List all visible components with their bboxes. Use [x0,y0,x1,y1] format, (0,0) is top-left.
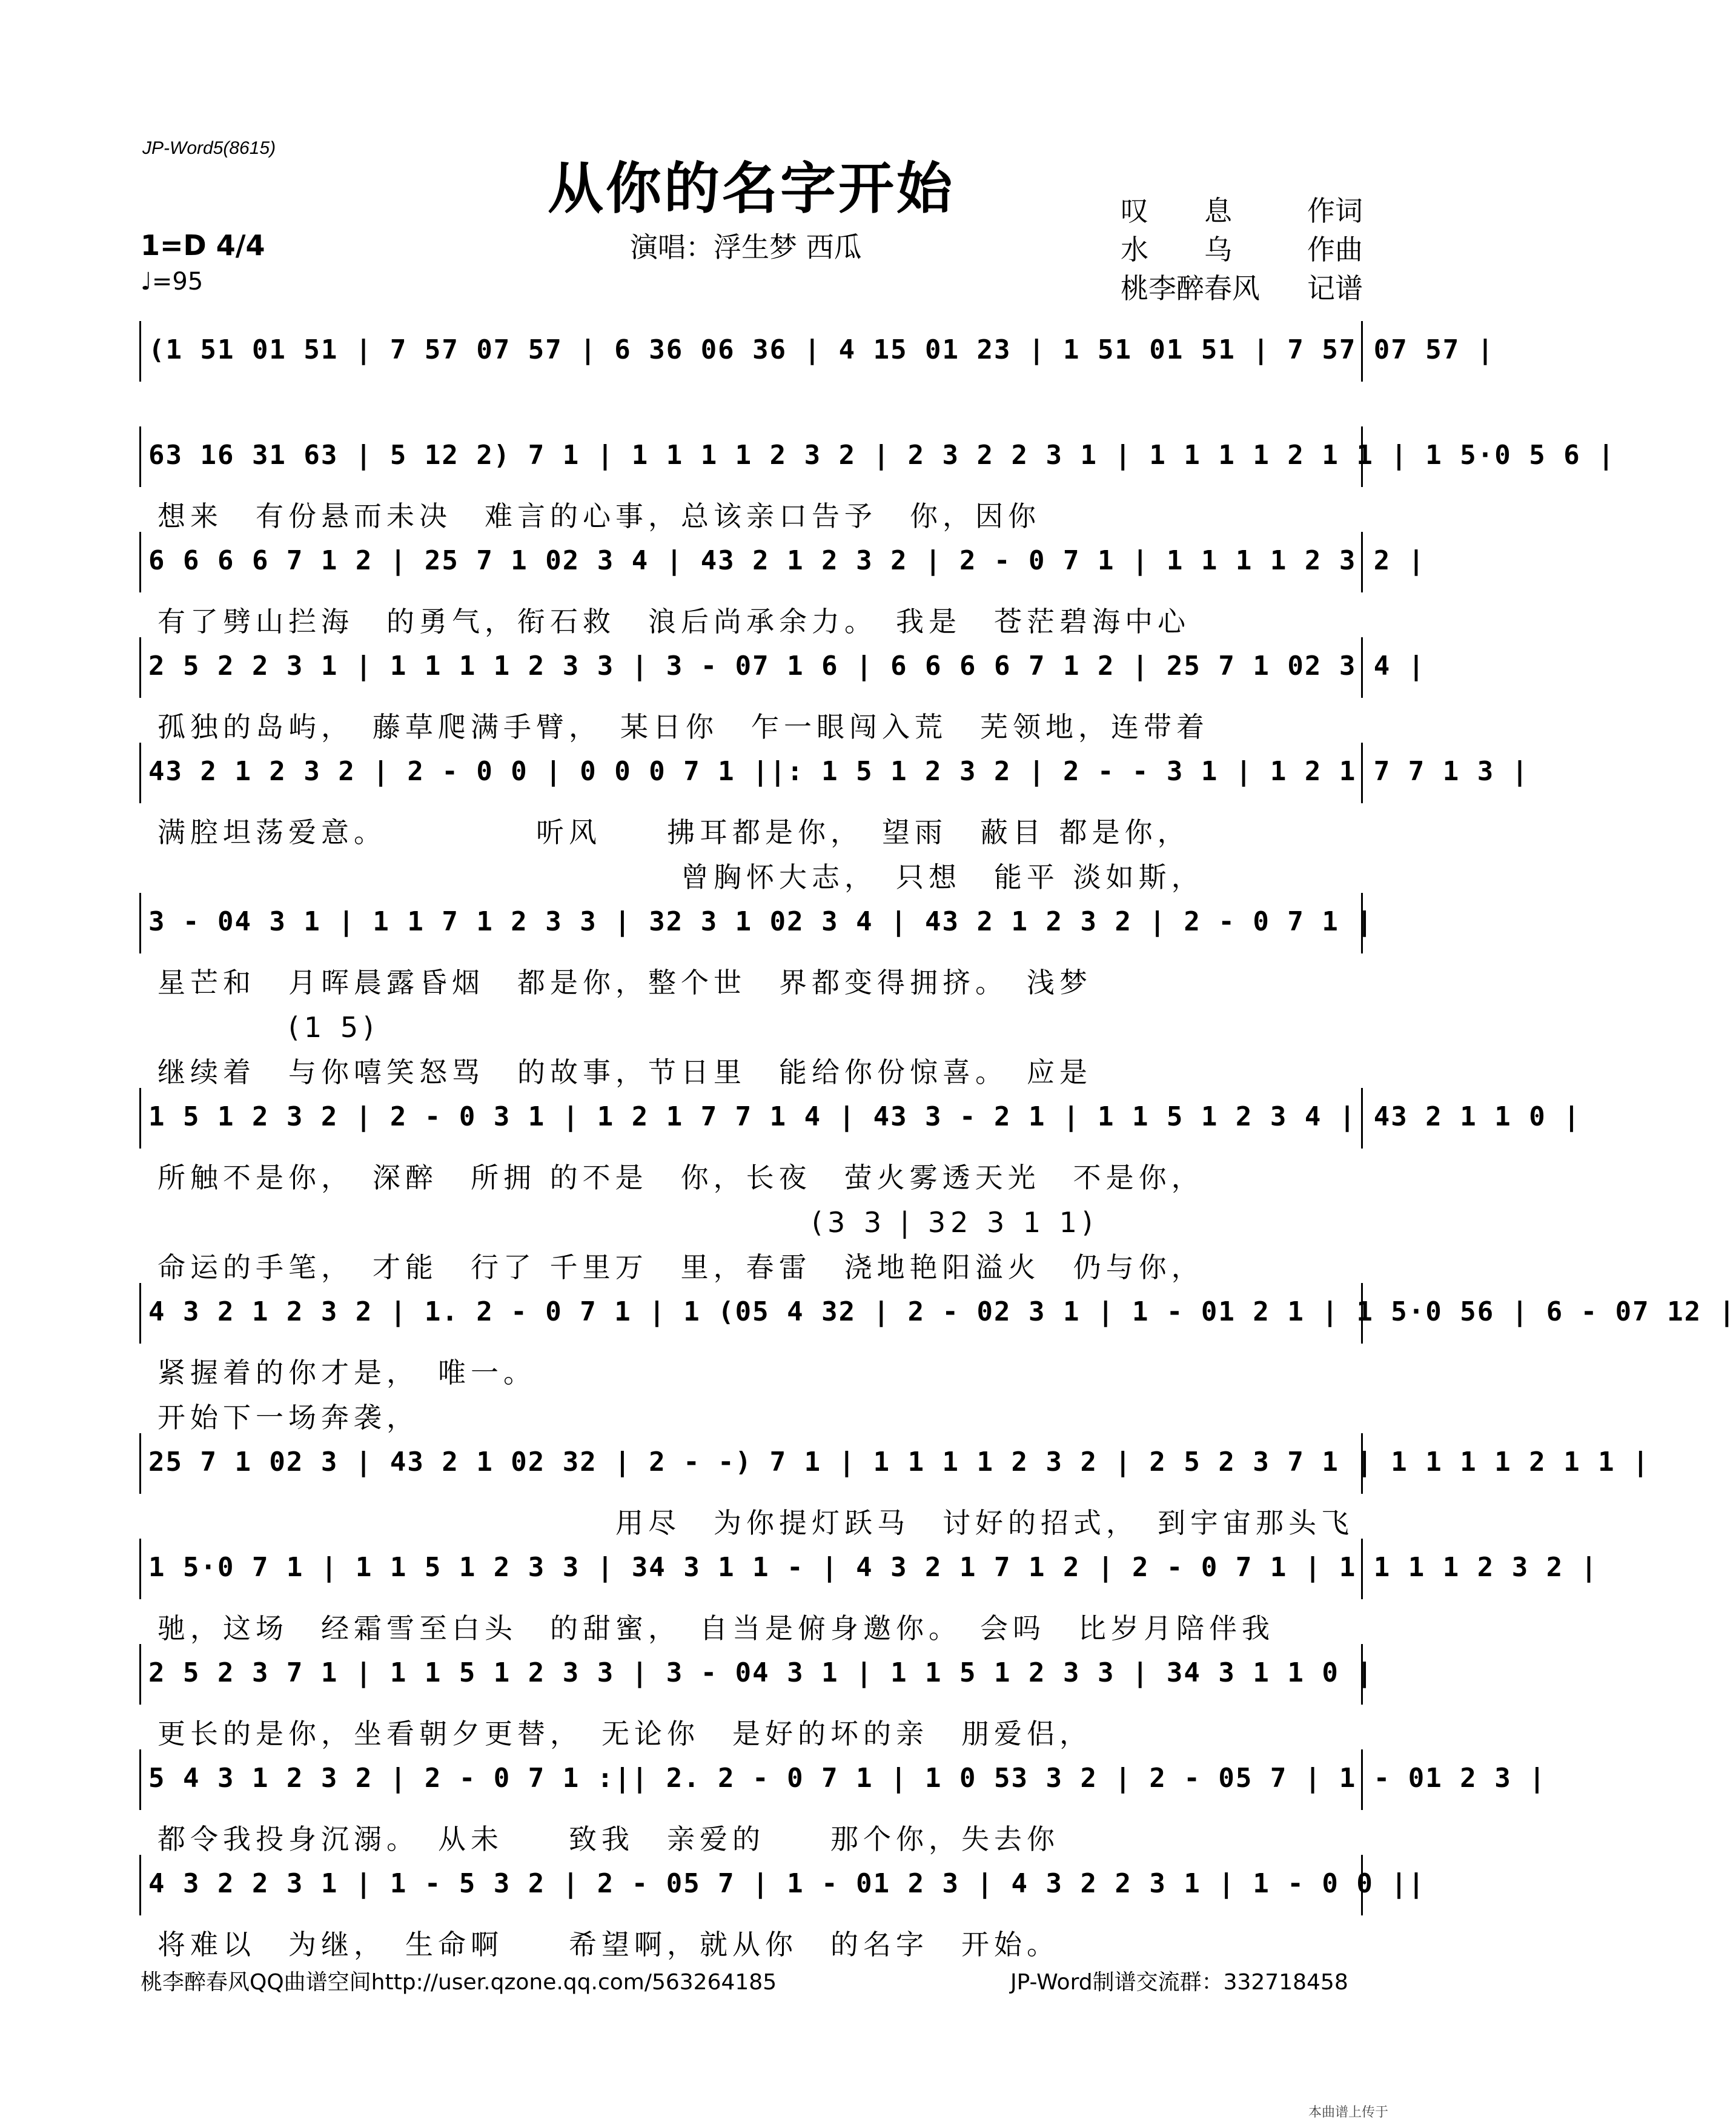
lyric-text: (3 3 | 32 3 1 1) [157,1206,1098,1239]
notation-line: 4 3 2 1 2 3 2 | 1. 2 - 0 7 1 | 1 (05 4 32 | 2 - 02 3 1 | 1 - 01 2 1 | 1 5·0 56 | 6 - 07 12 | [148,1296,1736,1327]
credit-name: 叹 息 [1121,194,1232,227]
staff-system [139,426,1615,487]
footer-left: 桃李醉春风QQ曲谱空间http://user.qzone.qq.com/563264185 [141,1970,777,1995]
lyric-text: 所触不是你， 深醉 所拥 的不是 你，长夜 萤火雾透天光 不是你， [157,1161,1204,1194]
notation-line: 2 5 2 3 7 1 | 1 1 5 1 2 3 3 | 3 - 04 3 1 | 1 1 5 1 2 3 3 | 34 3 1 1 0 | [148,1657,1374,1688]
lyric-text: 想来 有份悬而未决 难言的心事，总该亲口告予 你，因你 [157,500,1041,532]
lyric-line [139,382,1363,426]
staff-system [139,1644,1374,1705]
notation-line: 5 4 3 1 2 3 2 | 2 - 0 7 1 :|| 2. 2 - 0 7 1 | 1 0 53 3 2 | 2 - 05 7 | 1 - 01 2 3 | [148,1763,1546,1794]
key-signature: 1=D 4/4 [141,229,265,262]
page-title: 从你的名字开始 [547,156,955,221]
lyric-text: 命运的手笔， 才能 行了 千里万 里，春雷 浇地艳阳溢火 仍与你， [157,1251,1204,1284]
lyric-text: 孤独的岛屿， 藤草爬满手臂， 某日你 乍一眼闯入荒 芜领地，连带着 [157,711,1209,743]
lyric-text: 有了劈山拦海 的勇气，衔石救 浪后尚承余力。 我是 苍茫碧海中心 [157,605,1190,638]
notation-line: 43 2 1 2 3 2 | 2 - 0 0 | 0 0 0 7 1 ||: 1 5 1 2 3 2 | 2 - - 3 1 | 1 2 1 7 7 1 3 | [148,756,1529,787]
notation-line: 63 16 31 63 | 5 12 2) 7 1 | 1 1 1 1 2 3 2 | 2 3 2 2 3 1 | 1 1 1 1 2 1 1 | 1 5·0 5 6 | [148,440,1615,471]
staff-system [139,321,1495,382]
lyric-line [139,1915,1363,1960]
software-tag: JP-Word5(8615) [142,138,276,158]
notation-line: 1 5·0 7 1 | 1 1 5 1 2 3 3 | 34 3 1 1 - | 4 3 2 1 7 1 2 | 2 - 0 7 1 | 1 1 1 1 2 3 2 | [148,1552,1599,1583]
lyric-text: 星芒和 月晖晨露昏烟 都是你，整个世 界都变得拥挤。 浅梦 [157,966,1092,999]
lyric-text: 将难以 为继， 生命啊 希望啊，就从你 的名字 开始。 [157,1928,1059,1961]
staff-system [139,637,1426,698]
lyric-line [139,1705,1363,1749]
staff-system [139,532,1426,592]
staff-system [139,1749,1546,1810]
lyric-line [139,1193,1363,1238]
notation-line: (1 51 01 51 | 7 57 07 57 | 6 36 06 36 | 4 15 01 23 | 1 51 01 51 | 7 57 07 57 | [148,334,1495,365]
staff-system [139,1855,1426,1915]
staff-system [139,1433,1650,1494]
lyric-line [139,953,1363,998]
lyric-text [157,382,1363,389]
credit-name: 水 乌 [1121,233,1232,266]
lyric-line [139,998,1363,1043]
lyric-text: 都令我投身沉溺。 从未 致我 亲爱的 那个你，失去你 [157,1823,1059,1855]
footer-stamp: 本曲谱上传于 [1308,2105,1389,2120]
notation-line: 25 7 1 02 3 | 43 2 1 02 32 | 2 - -) 7 1 | 1 1 1 1 2 3 2 | 2 5 2 3 7 1 | 1 1 1 1 2 1 1 | [148,1447,1650,1477]
notation-line: 4 3 2 2 3 1 | 1 - 5 3 2 | 2 - 05 7 | 1 - 01 2 3 | 4 3 2 2 3 1 | 1 - 0 0 || [148,1868,1426,1899]
lyric-line [139,698,1363,743]
credit-role: 记谱 [1307,272,1363,305]
staff-system [139,893,1374,953]
credits-block [1121,191,1363,308]
lyric-text: (1 5) [157,1011,379,1044]
lyric-line [139,1149,1363,1193]
credit-transcriber [1121,269,1363,308]
credit-role: 作词 [1307,194,1363,227]
notation-line: 1 5 1 2 3 2 | 2 - 0 3 1 | 1 2 1 7 7 1 4 | 43 3 - 2 1 | 1 1 5 1 2 3 4 | 43 2 1 1 0 | [148,1101,1581,1132]
lyric-line [139,1344,1363,1388]
staff-system [139,743,1529,803]
lyric-text: 曾胸怀大志， 只想 能平 淡如斯， [157,861,1204,893]
lyric-line [139,487,1363,532]
staff-system [139,1283,1736,1344]
lyric-text: 满腔坦荡爱意。 听风 拂耳都是你， 望雨 蔽目 都是你， [157,816,1190,849]
singer-line: 演唱：浮生梦 西瓜 [630,231,862,264]
credit-lyricist [1121,191,1363,230]
footer-right: JP-Word制谱交流群：332718458 [1010,1970,1348,1995]
lyric-text: 开始下一场奔袭， [157,1401,419,1434]
lyric-text: 驰，这场 经霜雪至白头 的甜蜜， 自当是俯身邀你。 会吗 比岁月陪伴我 [157,1612,1274,1645]
lyric-text: 更长的是你，坐看朝夕更替， 无论你 是好的坏的亲 朋爱侣， [157,1717,1092,1750]
lyric-line [139,592,1363,637]
lyric-text: 继续着 与你嘻笑怒骂 的故事，节日里 能给你份惊喜。 应是 [157,1056,1092,1089]
staff-system [139,1539,1599,1599]
tempo-marking: ♩=95 [141,268,204,296]
notation-line: 6 6 6 6 7 1 2 | 25 7 1 02 3 4 | 43 2 1 2 3 2 | 2 - 0 7 1 | 1 1 1 1 2 3 2 | [148,545,1426,576]
lyric-line [139,848,1363,893]
lyric-line [139,803,1363,848]
lyric-line [139,1043,1363,1088]
notation-line: 2 5 2 2 3 1 | 1 1 1 1 2 3 3 | 3 - 07 1 6 | 6 6 6 6 7 1 2 | 25 7 1 02 3 4 | [148,651,1426,681]
credit-name: 桃李醉春风 [1121,272,1260,305]
lyric-text: 用尽 为你提灯跃马 讨好的招式， 到宇宙那头飞 [157,1507,1354,1539]
lyric-line [139,1810,1363,1855]
lyric-line [139,1388,1363,1433]
lyric-text: 紧握着的你才是， 唯一。 [157,1356,536,1389]
lyric-line [139,1238,1363,1283]
credit-composer [1121,230,1363,269]
score [139,321,1736,1961]
lyric-line [139,1599,1363,1644]
staff-system [139,1088,1581,1149]
credit-role: 作曲 [1307,233,1363,266]
notation-line: 3 - 04 3 1 | 1 1 7 1 2 3 3 | 32 3 1 02 3 4 | 43 2 1 2 3 2 | 2 - 0 7 1 | [148,906,1374,937]
lyric-line [139,1494,1363,1539]
